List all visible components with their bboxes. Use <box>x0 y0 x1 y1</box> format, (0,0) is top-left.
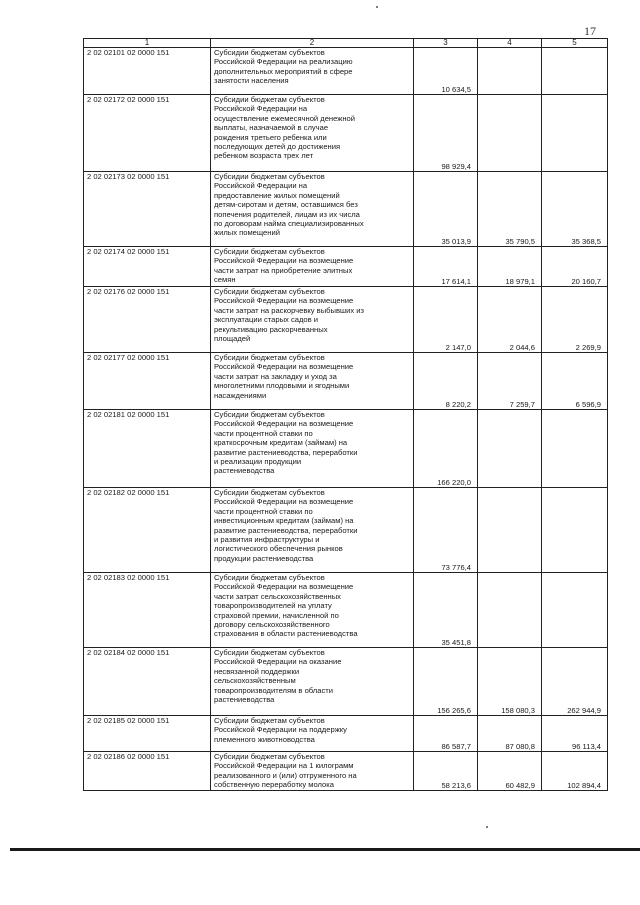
row-value-col3 <box>414 95 478 172</box>
row-description <box>211 95 414 172</box>
table-row <box>84 488 608 573</box>
row-description-text: Субсидии бюджетам субъектов Российской Федерации на оказание несвязанной поддержки сельскохозяйственным товаропроизводителям в области растениеводства <box>214 648 342 705</box>
row-value-col5-text: 262 944,9 <box>567 705 601 715</box>
row-code-text: 2 02 02186 02 0000 151 <box>87 752 170 761</box>
row-value-col4 <box>478 716 542 752</box>
row-value-col5-text: 35 368,5 <box>571 236 601 246</box>
row-code-text: 2 02 02184 02 0000 151 <box>87 648 170 657</box>
row-code-text: 2 02 02176 02 0000 151 <box>87 287 170 296</box>
row-value-col5 <box>542 410 608 488</box>
row-description <box>211 410 414 488</box>
row-description-text: Субсидии бюджетам субъектов Российской Федерации на осуществление ежемесячной денежной выплаты, назначаемой в случае рождения третьего ребенка или последующих детей до достижения ребенком возраста трех лет <box>214 95 356 161</box>
budget-table <box>83 38 608 791</box>
row-description-text: Субсидии бюджетам субъектов Российской Федерации на 1 килограмм реализованного и (или) отгруженного на собственную переработку молока <box>214 752 357 790</box>
row-value-col4-text: 18 979,1 <box>505 276 535 286</box>
row-code <box>84 353 211 410</box>
row-code-text: 2 02 02101 02 0000 151 <box>87 48 170 57</box>
row-value-col3-text: 8 220,2 <box>445 399 471 409</box>
row-value-col4 <box>478 410 542 488</box>
row-code-text: 2 02 02177 02 0000 151 <box>87 353 170 362</box>
row-description-text: Субсидии бюджетам субъектов Российской Федерации на возмещение части затрат на раскорчевку выбывших из эксплуатации старых садов и рекультивацию раскорчеванных площадей <box>214 287 364 344</box>
row-value-col3 <box>414 172 478 247</box>
row-description <box>211 752 414 791</box>
row-value-col4-text: 60 482,9 <box>505 780 535 790</box>
row-code-text: 2 02 02174 02 0000 151 <box>87 247 170 256</box>
table-row <box>84 95 608 172</box>
table-row <box>84 648 608 716</box>
row-value-col4 <box>478 287 542 353</box>
row-value-col4 <box>478 353 542 410</box>
row-value-col3 <box>414 716 478 752</box>
row-description-text: Субсидии бюджетам субъектов Российской Федерации на возмещение части затрат на приобретение элитных семян <box>214 247 354 285</box>
row-value-col3 <box>414 353 478 410</box>
row-value-col3 <box>414 48 478 95</box>
row-value-col5-text: 20 160,7 <box>571 276 601 286</box>
row-value-col3 <box>414 648 478 716</box>
row-code <box>84 573 211 648</box>
row-value-col3-text: 73 776,4 <box>441 562 471 572</box>
row-description <box>211 573 414 648</box>
row-value-col3-text: 166 220,0 <box>437 477 471 487</box>
bottom-rule <box>10 848 640 851</box>
table-row <box>84 172 608 247</box>
table-row <box>84 247 608 287</box>
row-code <box>84 716 211 752</box>
row-value-col4 <box>478 488 542 573</box>
row-value-col5 <box>542 648 608 716</box>
row-description <box>211 716 414 752</box>
row-value-col4 <box>478 752 542 791</box>
row-description-text: Субсидии бюджетам субъектов Российской Федерации на предоставление жилых помещений детям-сиротам и детям, оставшимся без попечения родителей, лицам из их числа по договорам найма специализированных жилых помещений <box>214 172 364 238</box>
row-value-col4 <box>478 573 542 648</box>
table-row <box>84 353 608 410</box>
row-description <box>211 353 414 410</box>
row-description-text: Субсидии бюджетам субъектов Российской Федерации на поддержку племенного животноводства <box>214 716 347 744</box>
row-value-col4-text: 87 080,8 <box>505 741 535 751</box>
budget-table-container <box>83 38 608 791</box>
row-value-col5 <box>542 716 608 752</box>
row-code <box>84 48 211 95</box>
row-value-col4-text: 158 080,3 <box>501 705 535 715</box>
row-description <box>211 247 414 287</box>
row-value-col5 <box>542 172 608 247</box>
row-value-col3-text: 86 587,7 <box>441 741 471 751</box>
row-value-col3 <box>414 488 478 573</box>
row-value-col3-text: 10 634,5 <box>441 84 471 94</box>
row-code-text: 2 02 02185 02 0000 151 <box>87 716 170 725</box>
table-row <box>84 48 608 95</box>
row-value-col3-text: 17 614,1 <box>441 276 471 286</box>
row-code-text: 2 02 02172 02 0000 151 <box>87 95 170 104</box>
column-header-3: 3 <box>414 39 478 48</box>
row-value-col3-text: 35 013,9 <box>441 236 471 246</box>
row-code-text: 2 02 02183 02 0000 151 <box>87 573 170 582</box>
column-header-4: 4 <box>478 39 542 48</box>
row-value-col5 <box>542 752 608 791</box>
row-value-col5 <box>542 353 608 410</box>
column-header-1: 1 <box>84 39 211 48</box>
row-value-col5 <box>542 247 608 287</box>
row-description <box>211 287 414 353</box>
row-code <box>84 752 211 791</box>
row-value-col5 <box>542 95 608 172</box>
row-description-text: Субсидии бюджетам субъектов Российской Федерации на возмещение части затрат сельскохозяйственных товаропроизводителей на уплату страховой премии, начисленной по договору сельскохозяйственного страхования в области растениеводства <box>214 573 358 639</box>
row-value-col3-text: 2 147,0 <box>445 342 471 352</box>
row-description <box>211 488 414 573</box>
row-value-col5-text: 2 269,9 <box>575 342 601 352</box>
table-row <box>84 716 608 752</box>
row-value-col3 <box>414 287 478 353</box>
table-row <box>84 573 608 648</box>
row-value-col5 <box>542 287 608 353</box>
row-value-col4 <box>478 172 542 247</box>
row-value-col5 <box>542 488 608 573</box>
row-value-col3-text: 98 929,4 <box>441 161 471 171</box>
row-value-col5-text: 6 596,9 <box>575 399 601 409</box>
column-header-5: 5 <box>542 39 608 48</box>
row-value-col4-text: 7 259,7 <box>509 399 535 409</box>
row-value-col4 <box>478 48 542 95</box>
row-description-text: Субсидии бюджетам субъектов Российской Федерации на возмещение части процентной ставки по инвестиционным кредитам (займам) на развитие растениеводства, переработки и развития инфраструктуры и логистического обеспечения рынков продукции растениеводства <box>214 488 358 563</box>
table-row <box>84 287 608 353</box>
row-code <box>84 95 211 172</box>
row-value-col3-text: 35 451,8 <box>441 637 471 647</box>
row-value-col3 <box>414 752 478 791</box>
row-description-text: Субсидии бюджетам субъектов Российской Федерации на возмещение части затрат на закладку и уход за многолетними плодовыми и ягодными насаждениями <box>214 353 354 400</box>
row-code <box>84 410 211 488</box>
row-value-col5 <box>542 48 608 95</box>
row-description-text: Субсидии бюджетам субъектов Российской Федерации на возмещение части процентной ставки по краткосрочным кредитам (займам) на развитие растениеводства, переработки и реализации продукции растениеводства <box>214 410 358 476</box>
table-row <box>84 410 608 488</box>
table-body <box>84 48 608 791</box>
row-value-col5 <box>542 573 608 648</box>
scan-speck <box>376 6 378 8</box>
row-code <box>84 488 211 573</box>
row-value-col4 <box>478 247 542 287</box>
row-value-col3-text: 58 213,6 <box>441 780 471 790</box>
row-code <box>84 247 211 287</box>
row-code <box>84 172 211 247</box>
row-description-text: Субсидии бюджетам субъектов Российской Федерации на реализацию дополнительных мероприятий в сфере занятости населения <box>214 48 353 86</box>
row-value-col3 <box>414 410 478 488</box>
row-code-text: 2 02 02173 02 0000 151 <box>87 172 170 181</box>
header-row <box>84 39 608 48</box>
row-description <box>211 48 414 95</box>
scan-speck <box>486 826 488 828</box>
row-value-col5-text: 102 894,4 <box>567 780 601 790</box>
row-value-col4 <box>478 95 542 172</box>
row-value-col4 <box>478 648 542 716</box>
row-code <box>84 287 211 353</box>
row-code <box>84 648 211 716</box>
row-value-col4-text: 35 790,5 <box>505 236 535 246</box>
column-header-2: 2 <box>211 39 414 48</box>
row-value-col3 <box>414 247 478 287</box>
row-code-text: 2 02 02181 02 0000 151 <box>87 410 170 419</box>
row-code-text: 2 02 02182 02 0000 151 <box>87 488 170 497</box>
page-number: 17 <box>584 24 596 38</box>
row-description <box>211 172 414 247</box>
row-description <box>211 648 414 716</box>
table-row <box>84 752 608 791</box>
row-value-col3-text: 156 265,6 <box>437 705 471 715</box>
row-value-col5-text: 96 113,4 <box>572 741 601 751</box>
row-value-col3 <box>414 573 478 648</box>
row-value-col4-text: 2 044,6 <box>509 342 535 352</box>
